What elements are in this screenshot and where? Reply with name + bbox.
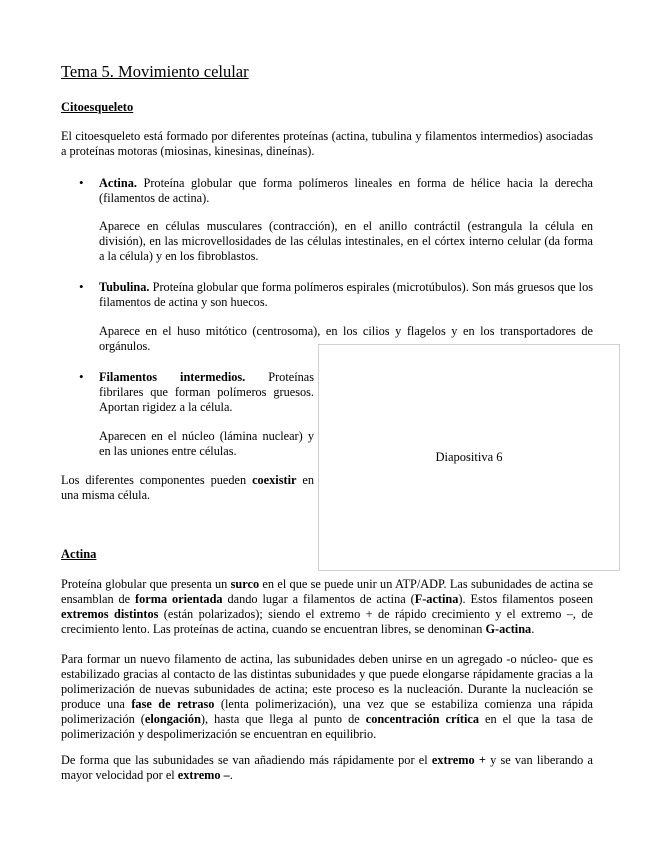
bullet-description: Proteína globular que forma polímeros lineales en forma de hélice hacia la derecha (filamentos de actina). — [99, 176, 593, 205]
section-heading-actina: Actina — [61, 547, 97, 561]
bullet-description: Proteínas fibrilares que forman polímeros gruesos. Aportan rigidez a la célula. — [99, 370, 314, 414]
intro-paragraph: El citoesqueleto está formado por diferentes proteínas (actina, tubulina y filamentos intermedios) asociadas a proteínas motoras (miosinas, kinesinas, dineínas). — [61, 129, 593, 158]
bullet-marker: • — [79, 369, 84, 384]
bullet-term: Filamentos intermedios. — [99, 370, 246, 384]
bullet-detail-tubulina: Aparece en el huso mitótico (centrosoma), en los cilios y flagelos y en los transportadores de orgánulos. — [99, 324, 593, 353]
bullet-detail-filamentos: Aparecen en el núcleo (lámina nuclear) y en las uniones entre células. — [99, 429, 314, 458]
coexist-paragraph: Los diferentes componentes pueden coexistir en una misma célula. — [61, 473, 314, 502]
actina-paragraph-3: De forma que las subunidades se van añadiendo más rápidamente por el extremo + y se van liberando a mayor velocidad por el extremo –. — [61, 753, 593, 782]
section-heading-citoesqueleto: Citoesqueleto — [61, 100, 134, 114]
bullet-description: Proteína globular que forma polímeros espirales (microtúbulos). Son más gruesos que los filamentos de actina y son huecos. — [99, 280, 593, 309]
bullet-marker: • — [79, 175, 84, 190]
bullet-detail-actina: Aparece en células musculares (contracción), en el anillo contráctil (estrangula la célula en división), en las microvellosidades de las células intestinales, en el córtex interno celular (da forma a la célula) y en los fibroblastos. — [99, 219, 593, 263]
bullet-term: Actina. — [99, 176, 137, 190]
actina-paragraph-2: Para formar un nuevo filamento de actina, las subunidades deben unirse en un agregado -o núcleo- que es estabilizado gracias al contacto de las distintas subunidades y que puede elongarse rápidamente gracias a la polimerización de nuevas subunidades de actina; este proceso es la nucleación. Durante la nucleación se produce una fase de retraso (lenta polimerización), una vez que se estabiliza comienza una rápida polimerización (elongación), hasta que llega al punto de concentración crítica en el que la tasa de polimerización y despolimerización se encuentran en equilibrio. — [61, 652, 594, 741]
bullet-filamentos — [99, 370, 314, 415]
bullet-tubulina — [99, 280, 593, 310]
page-title: Tema 5. Movimiento celular — [61, 62, 249, 81]
bullet-marker: • — [79, 279, 84, 294]
bullet-actina — [99, 176, 593, 206]
slide-placeholder — [318, 344, 620, 571]
actina-paragraph-1: Proteína globular que presenta un surco en el que se puede unir un ATP/ADP. Las subunidades de actina se ensamblan de forma orientada dando lugar a filamentos de actina (F-actina). Estos filamentos poseen extremos distintos (están polarizados); siendo el extremo + de rápido crecimiento y el extremo –, de crecimiento lento. Las proteínas de actina, cuando se encuentran libres, se denominan G-actina. — [61, 577, 594, 636]
slide-placeholder-label: Diapositiva 6 — [435, 450, 503, 464]
bullet-term: Tubulina. — [99, 280, 150, 294]
